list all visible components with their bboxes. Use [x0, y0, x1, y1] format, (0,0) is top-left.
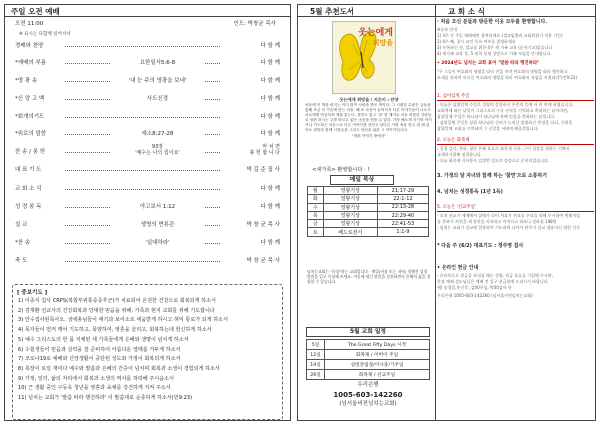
prayer-item: 6) 수험생들이 믿음과 실력을 잘 준비하여 아름다운 열매를 거두게 하소서 — [18, 346, 181, 353]
book-description — [305, 97, 433, 139]
news-line: 2. 오늘은 화목제 — [437, 138, 594, 145]
service-row — [15, 76, 280, 85]
news-line: • 2024년도 넘치는 교회 표어 "말씀 따라 행진하라" — [437, 61, 540, 66]
service-item-content: 사도신경 — [110, 94, 205, 102]
service-item-name: *예배의 부름 — [15, 60, 47, 66]
leader-dots — [65, 261, 220, 262]
service-row — [15, 202, 280, 211]
service-item-who: 박 창 균 목 사 — [222, 220, 280, 228]
service-item-name: 찬 송 / 봉 헌 — [15, 149, 46, 155]
service-item-name: 축 도 — [15, 258, 28, 264]
worship-header — [5, 5, 290, 17]
news-line: - 오늘은 삼위일체 주일로 성령의 강림하신 은총의 뜻에 서 이 여재 하였습니다. — [437, 102, 574, 107]
meditation-name: 열왕기상 — [323, 211, 377, 219]
schedule-table — [306, 339, 430, 380]
schedule-date: 5일 — [307, 340, 325, 350]
bulletin-right-panel — [297, 4, 596, 421]
table-row — [308, 187, 429, 195]
service-item-who: 다 함 께 — [222, 202, 280, 210]
worship-time-row — [15, 19, 280, 28]
table-row — [308, 203, 429, 211]
news-line: 1. 십이입게 주일 — [437, 94, 594, 101]
prayer-item: 7) 코로나19로 예배와 신앙생활이 중단된 성도와 가정이 회복되게 하소서 — [18, 356, 181, 363]
service-item-content: 요한일서5:6-8 — [110, 58, 205, 66]
meditation-day: 금 — [308, 220, 324, 228]
service-item-who: 박 창 균 목 사 — [222, 256, 280, 264]
service-item-name: *회개의기도 — [15, 114, 45, 120]
news-line: - 오늘 화목제 식사봉사 김정빈 성도의 정성으로 준비되었습니다. — [437, 158, 550, 163]
schedule-event: 화목제 / 선교주일 — [325, 370, 430, 380]
meditation-range: 22:41-53 — [377, 220, 428, 228]
service-item-who: 마 치 면 봉 헌 합 니 다 — [222, 144, 280, 156]
intercession-title: [ 중보기도 ] — [17, 290, 48, 296]
service-item-name: *찬 송 — [15, 240, 31, 246]
schedule-date: 12일 — [307, 350, 325, 360]
news-line: 모세를 통하여 이르신 여호와의 명령을 따라 여호와의 직임을 지켰더라"(민9:23) — [437, 75, 578, 80]
daily-meditation-title: 매일 묵상 — [330, 175, 394, 185]
prayer-item: 8) 목장이 로일 재미다 예수와 말씀과 은혜의 간증이 넘치며 회복과 소생이 경험되게 하소서 — [18, 365, 220, 372]
table-row — [307, 350, 430, 360]
prayer-item: 3) 안수집사된목사오, 성애총님들이 얘기과 보어소로 세움받게 하시고 혀익 통로가 되게 하소서 — [18, 317, 229, 324]
meditation-day: 월 — [308, 187, 324, 195]
worship-leader: 인도: 박창균 목사 — [233, 21, 276, 27]
service-row — [15, 144, 280, 156]
table-row — [308, 220, 429, 228]
news-line: 2) 4주 째, 첫시 교인 등록 여부를 결정하세요 — [437, 39, 516, 44]
bank-name: 우리은행 — [357, 382, 379, 388]
service-row — [15, 184, 280, 193]
schedule-date: 19일 — [307, 360, 325, 370]
table-row — [308, 195, 429, 203]
service-item-who: 다 함 께 — [222, 238, 280, 246]
leader-dots — [65, 189, 220, 190]
meditation-name: 베드로전서 — [323, 228, 377, 236]
service-item-who: 다 함 께 — [222, 112, 280, 120]
meditation-range: 22:1-12 — [377, 195, 428, 203]
meditation-range: 1:1-9 — [377, 228, 428, 236]
book-header: 5월 추천도서 — [310, 7, 355, 16]
schedule-date: 26일 — [307, 370, 325, 380]
service-row — [15, 256, 280, 265]
news-line: 한정 예배 성도님들은 예배 전 입구 헌금함에 드리시기 바랍니다. — [437, 279, 549, 284]
service-row — [15, 129, 280, 138]
leader-dots — [65, 117, 220, 118]
service-item-who: 다 함 께 — [222, 129, 280, 137]
news-line: * 다음 주 (6/2) 대표기도 : 정주영 집사 — [437, 243, 524, 249]
intercession-box — [12, 284, 283, 420]
table-row — [307, 340, 430, 350]
meditation-day: 목 — [308, 211, 324, 219]
service-row — [15, 41, 280, 50]
meditation-day: 토 — [308, 228, 324, 236]
news-line: 1) 3주 간 주일 예배에만 참여하세요 (셀교임출과 교회원위기 적용 기간) — [437, 33, 563, 38]
service-item-content: 93장 '예수는 나의 힘이요' — [110, 144, 205, 156]
news-line: "구 그들이 여호와의 명령을 따라 진을 치며 여호와의 명령을 따라 행진하고 — [437, 69, 568, 74]
service-item-who: 다 함 께 — [222, 76, 280, 84]
news-line: - 오직 선교가 세계에서 집매가 다이 셔요가 선교를 우리를 향해 주시하여 원해지임 — [437, 213, 580, 218]
news-line: 교회력에 따른 날일이 그리스도의 구속 사역을 기억하고 축하하는 날이라면, — [437, 108, 569, 113]
meditation-range: 21:17-29 — [377, 187, 428, 195]
news-line: · 처음 오신 분들과 방문한 이웃 모두를 환영합니다. — [437, 19, 548, 25]
bank-account-block — [306, 381, 430, 410]
news-line: 3. 가정의 달 자녀와 함께 하는 '참연'으로 소통하기 — [437, 173, 547, 179]
meditation-range: 22:29-40 — [377, 211, 428, 219]
news-line: 4. 넘치는 성경통독 (1년 1독) — [437, 189, 503, 195]
service-item-who: 다 함 께 — [222, 184, 280, 192]
service-item-name: *신 앙 고 백 — [15, 96, 45, 102]
news-line: 교제하기위해 정결합니다. — [437, 152, 483, 157]
book-cover-title — [358, 28, 393, 48]
intercession-list — [13, 297, 282, 404]
worship-title: 주일 오전 예배 — [11, 7, 60, 16]
service-row — [15, 220, 280, 229]
prayer-item: 4) 목자들이 먼저 깨어 기도하고, 목양하여, 영혼을 살리고, 회복하는데 헌신하게 하소서 — [18, 327, 212, 334]
service-item-name: *위로의 말씀 — [15, 131, 47, 137]
schedule-event: 화목제 / 어버이 주일 — [325, 350, 430, 360]
book-cover-subtitle: 희망을 — [372, 39, 393, 47]
news-line: 삼위일체 교회를 기억하며 그 신앙을 서에게 해줄것입니다. — [437, 126, 539, 131]
leader-dots — [65, 170, 220, 171]
prayer-item: 5) 예수 그리스도의 한 몸 지체된 세 가족들에게 은혜와 생명이 넘치게 하소서 — [18, 336, 189, 343]
book-caption: 웃는에게 희망을 / 지은이 : 안양 — [339, 97, 399, 102]
worship-order-panel — [4, 4, 291, 421]
service-item-content: '내 눈 주의 영광을 보네' — [110, 76, 205, 84]
prayer-item: 1) 이종식 집사 CRPS(복합부위통증증후군)가 치료되어 온전한 건강으로 회복되게 하소서 — [18, 298, 216, 304]
prayer-item: 2) 김재환 선교사의 건강회복과 당대한 믿음을 위해, 가족과 현지 교회를 위해 기도합니다 — [18, 307, 215, 314]
meditation-name: 열왕기상 — [323, 220, 377, 228]
service-item-content: 생명의 면류관 — [110, 220, 205, 228]
news-line: - 넘치는 교회가 선교에 헌장하며 기도하며 나아가 단우가 선교 셀유자신 위한 간곡 — [437, 225, 580, 230]
service-item-who: 다 함 께 — [222, 94, 280, 102]
service-row — [15, 112, 280, 121]
account-holder: (넘서울비전넘치는교회) — [339, 401, 397, 407]
prayer-item: 11) 넘치는 교회가 '말씀 따라 행진하라' 이 말씀대로 순종하게 하소서(민9:23) — [18, 395, 193, 402]
service-item-name: 성 경 봉 독 — [15, 204, 42, 210]
new-family-welcome: <새가족> 환영합니다 · ! — [312, 167, 370, 173]
leader-dots — [65, 46, 220, 47]
table-row — [307, 370, 430, 380]
book-cover-image — [332, 21, 396, 94]
right-header — [298, 5, 595, 17]
service-item-content: 예소8:27-28 — [110, 129, 205, 137]
news-line: - 온라인으로 헌금을 보내실 때는 성령, 헌금 종류를 기입해 주시며, — [437, 273, 553, 278]
worship-time: 오전 11:00 — [15, 21, 44, 27]
service-item-name: *영 광 송 — [15, 78, 38, 84]
table-row — [308, 211, 429, 219]
news-line: 예) 송경일,홍신목 ,김00주임, 박00감사 등 — [437, 285, 512, 290]
service-item-name: 경배와 찬양 — [15, 43, 44, 49]
service-item-name: 대 표 기 도 — [15, 167, 42, 173]
schedule-event: The Great Fifty Days 시작 — [325, 340, 430, 350]
meditation-footnote: 넘치는교회는 "묵상"하는 교회입니다 · 매일(아침 또는 저녁) 정해진 성경 말씀을 읽고 묵상해 보세요. 마음에 새긴 말씀을 실천하면서 은혜의 삶을 경험할 수 있습니다. — [307, 269, 431, 284]
meditation-name: 열왕기상 — [323, 203, 377, 211]
news-line: 5. 오늘은 '선교주일' — [437, 205, 594, 212]
table-row — [308, 228, 429, 236]
news-line: 삼위일체 주일은 하나님이 하나님에 관해 믿음을 축하하는 날입니다. — [437, 114, 556, 119]
news-line: • 온라인 헌금 안내 — [437, 265, 479, 271]
news-line: 우리은행 1005-603-142260 (넘서울비전넘치는교회) — [437, 293, 533, 298]
daily-meditation-table — [307, 186, 429, 237]
service-item-name: 교 회 소 식 — [15, 186, 42, 192]
news-line: 3) 등록하신 분, 입교를 위한 4주 새 가족 교육 (준자기교)있습니다 — [437, 45, 553, 50]
column-divider — [435, 5, 436, 421]
service-row — [15, 58, 280, 67]
news-header: 교 회 소 식 — [448, 7, 485, 16]
standing-note: ※ 표시는 다함께 일어서서 — [19, 32, 71, 37]
meditation-name: 열왕기상 — [323, 187, 377, 195]
news-line: - 삼위일체 주일은 삼위 하나님의 신비가 드러난 말씀하신 풍성을 다니, 구원을 — [437, 120, 573, 125]
book-desc-tail: "장편 이야기 중에서" — [351, 134, 387, 138]
prayer-item: 10) 근 생활 중인 구동욱 청년을 영혼과 육체를 강건하게 지켜 주소서 — [18, 385, 171, 392]
book-desc-text: 처음에 이 책을 편지는 이미 많이 사랑을 받은 책이다. 그 시원한 수많은 글들을 통해 조금 더 가슴에 닿는 마음. 해 또 마음이 들어가서 다른 이야기들이 나오기 서로에게 만들어져 책을 읽는다. 정성도 있고 '과' 한 얘기로 마음 따뜻한 사람들로 장편 하시는 주를 따르고 좋은 마음을 얻을 수 있다. 가장 해오게 지키며 아기거나 기도하는 마음으로 다른 이야기를 전하고 남다른 사랑 처음 얻고 잘 때 살아오 희망과 함께 시험들을 그리고 당신을 위한 그 이야기입니다. — [305, 103, 432, 132]
service-item-content: '실대하라' — [110, 238, 205, 246]
service-item-who: 다 함 께 — [222, 58, 280, 66]
meditation-day: 화 — [308, 195, 324, 203]
prayer-item: 9) 가정, 일터, 삶의 자리에서 회복과 소생의 역사를 허락해 주시옵소서 — [18, 375, 174, 382]
service-item-who: 다 함 께 — [222, 41, 280, 49]
news-line: - 성경 감사, 축하, 평안 은혜 표으로 화목제 식사, 근이 성장을 위하는 기쁘시 — [437, 146, 570, 151]
account-number: 1005-603-142260 — [333, 390, 403, 399]
schedule-event: 성령강림절/이사중/기주일 — [325, 360, 430, 370]
meditation-name: 열왕기상 — [323, 195, 377, 203]
service-item-who: 박 길 준 집 사 — [222, 165, 280, 173]
schedule-title: 5월 교회 일정 — [306, 327, 430, 337]
news-line: 를 찬하시 처건을 세 강산을 의지하고 마지시고 하오니 정하심 198원 — [437, 219, 557, 224]
book-cover-title-text: 웃는에게 — [358, 28, 393, 38]
news-line: 4) 새가족 교육 후, 5 권희 실제 상담으로 가족 모임을 안내합니다. — [437, 51, 552, 56]
service-row — [15, 94, 280, 103]
meditation-range: 22:13-28 — [377, 203, 428, 211]
service-row — [15, 238, 280, 247]
service-item-name: 설 교 — [15, 222, 28, 228]
meditation-day: 수 — [308, 203, 324, 211]
table-row — [307, 360, 430, 370]
service-row — [15, 165, 280, 174]
service-item-content: 야고보서 1:12 — [110, 202, 205, 210]
news-line: ※등록 안내 — [437, 27, 458, 32]
